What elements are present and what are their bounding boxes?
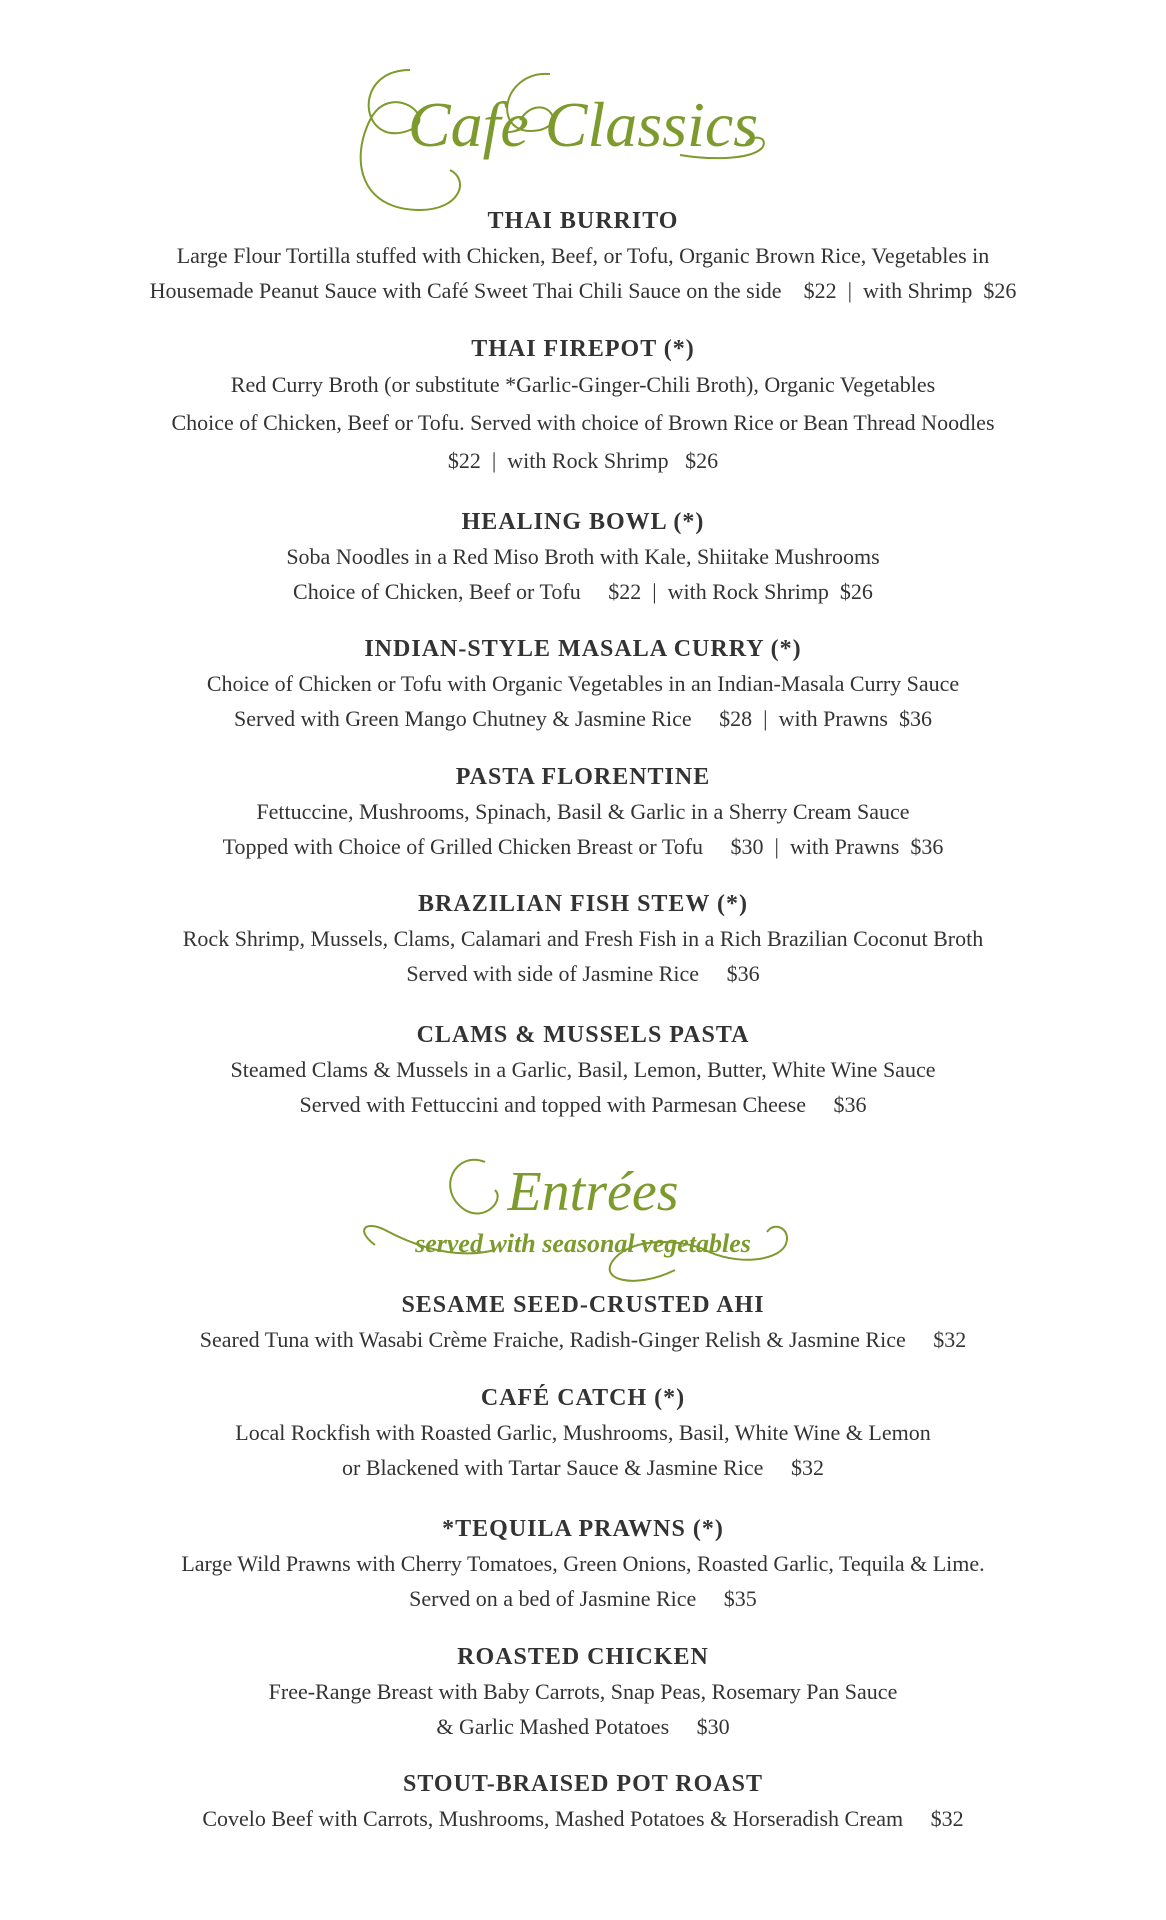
item-name: HEALING BOWL (*) — [461, 509, 705, 535]
item-line: Local Rockfish with Roasted Garlic, Mushrooms, Basil, White Wine & Lemon — [235, 1420, 931, 1445]
item-line: Soba Noodles in a Red Miso Broth with Kale, Shiitake Mushrooms — [286, 544, 880, 569]
item-line: Choice of Chicken, Beef or Tofu $22 | with Rock Shrimp $26 — [293, 579, 873, 604]
menu-item — [40, 887, 1126, 991]
item-line: Served on a bed of Jasmine Rice $35 — [409, 1586, 757, 1611]
item-line: Steamed Clams & Mussels in a Garlic, Basil, Lemon, Butter, White Wine Sauce — [230, 1057, 936, 1082]
item-name: INDIAN-STYLE MASALA CURRY (*) — [364, 636, 802, 662]
classics-title: Cafe Classics — [407, 89, 759, 160]
item-name: STOUT-BRAISED POT ROAST — [402, 1771, 763, 1797]
menu-item — [40, 760, 1126, 864]
item-line: Served with Fettuccini and topped with Parmesan Cheese $36 — [299, 1092, 867, 1117]
item-name: CAFÉ CATCH (*) — [480, 1385, 686, 1411]
item-line: & Garlic Mashed Potatoes $30 — [436, 1714, 730, 1739]
item-line: Served with side of Jasmine Rice $36 — [406, 961, 760, 986]
item-name: PASTA FLORENTINE — [455, 764, 711, 790]
item-line: or Blackened with Tartar Sauce & Jasmine Rice $32 — [342, 1455, 824, 1480]
entrees-subtitle: served with seasonal vegetables — [415, 1229, 751, 1258]
item-line: Covelo Beef with Carrots, Mushrooms, Mashed Potatoes & Horseradish Cream $32 — [202, 1806, 964, 1831]
menu-item — [40, 1381, 1126, 1485]
item-line: Free-Range Breast with Baby Carrots, Snap Peas, Rosemary Pan Sauce — [268, 1679, 898, 1704]
menu-item — [40, 204, 1126, 308]
item-line: Seared Tuna with Wasabi Crème Fraiche, Radish-Ginger Relish & Jasmine Rice $32 — [199, 1327, 967, 1352]
item-line: Choice of Chicken, Beef or Tofu. Served with choice of Brown Rice or Bean Thread Noodles — [171, 410, 995, 435]
item-line: Fettuccine, Mushrooms, Spinach, Basil & Garlic in a Sherry Cream Sauce — [256, 799, 910, 824]
menu-item — [40, 1512, 1126, 1616]
item-line: Served with Green Mango Chutney & Jasmine Rice $28 | with Prawns $36 — [234, 706, 932, 731]
menu-item — [40, 1288, 1126, 1357]
item-line: Rock Shrimp, Mussels, Clams, Calamari and Fresh Fish in a Rich Brazilian Coconut Broth — [182, 926, 984, 951]
item-name: SESAME SEED-CRUSTED AHI — [401, 1292, 765, 1318]
item-line: Red Curry Broth (or substitute *Garlic-Ginger-Chili Broth), Organic Vegetables — [230, 372, 936, 397]
item-name: BRAZILIAN FISH STEW (*) — [418, 891, 748, 917]
item-name: THAI FIREPOT (*) — [471, 336, 695, 362]
item-line: $22 | with Rock Shrimp $26 — [447, 448, 719, 473]
menu-item — [40, 1640, 1126, 1744]
item-name: ROASTED CHICKEN — [457, 1644, 709, 1670]
item-line: Large Wild Prawns with Cherry Tomatoes, Green Onions, Roasted Garlic, Tequila & Lime. — [181, 1551, 985, 1576]
item-name: CLAMS & MUSSELS PASTA — [416, 1022, 750, 1048]
entrees-title: Entrées — [507, 1161, 679, 1223]
item-line: Choice of Chicken or Tofu with Organic Vegetables in an Indian-Masala Curry Sauce — [206, 671, 960, 696]
item-line: Housemade Peanut Sauce with Café Sweet Thai Chili Sauce on the side $22 | with Shrimp $26 — [149, 278, 1017, 303]
menu-item — [40, 632, 1126, 736]
menu-item — [40, 332, 1126, 480]
menu-item — [40, 1018, 1126, 1122]
menu-item — [40, 1767, 1126, 1836]
item-name: *TEQUILA PRAWNS (*) — [442, 1516, 724, 1542]
menu-item — [40, 505, 1126, 609]
item-line: Large Flour Tortilla stuffed with Chicken, Beef, or Tofu, Organic Brown Rice, Vegetables in — [176, 243, 990, 268]
item-name: THAI BURRITO — [487, 208, 679, 234]
item-line: Topped with Choice of Grilled Chicken Breast or Tofu $30 | with Prawns $36 — [222, 834, 944, 859]
